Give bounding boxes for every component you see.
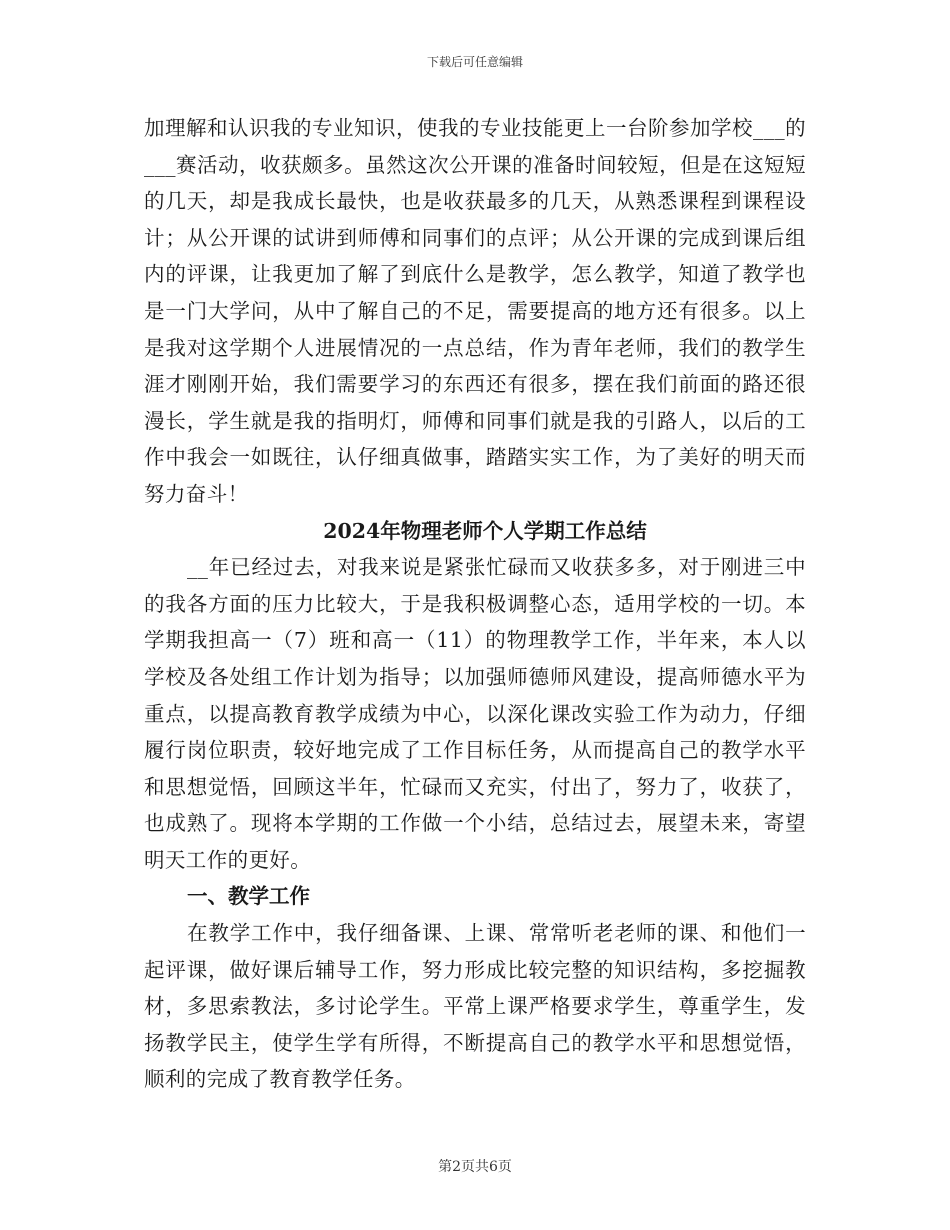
page-header: 下载后可任意编辑	[426, 55, 523, 69]
document-title: 2024年物理老师个人学期工作总结	[323, 518, 647, 543]
section-heading: 一、教学工作	[187, 884, 310, 909]
continued-paragraph: 加理解和认识我的专业知识，使我的专业技能更上一台阶参加学校___的___赛活动，收获颇多。虽然这次公开课的准备时间较短，但是在这短短的几天，却是我成长最快，也是收获最多的几天，从熟悉课程到课程设计；从公开课的试讲到师傅和同事们的点评；从公开课的完成到课后组内的评课，让我更加了解了到底什么是教学，怎么教学，知道了教学也是一门大学问，从中了解自己的不足，需要提高的地方还有很多。以上是我对这学期个人进展情况的一点总结，作为青年老师，我们的教学生涯才刚刚开始，我们需要学习的东西还有很多，摆在我们前面的路还很漫长，学生就是我的指明灯，师傅和同事们就是我的引路人，以后的工作中我会一如既往，认仔细真做事，踏踏实实工作，为了美好的明天而努力奋斗！	[144, 116, 806, 506]
page-number: 第2页共6页	[438, 1159, 512, 1175]
document-body	[144, 110, 806, 1098]
section-paragraph: 在教学工作中，我仔细备课、上课、常常听老老师的课、和他们一起评课，做好课后辅导工作，努力形成比较完整的知识结构，多挖掘教材，多思索教法，多讨论学生。平常上课严格要求学生，尊重学生，发扬教学民主，使学生学有所得，不断提高自己的教学水平和思想觉悟，顺利的完成了教育教学任务。	[144, 921, 806, 1092]
intro-paragraph: __年已经过去，对我来说是紧张忙碌而又收获多多，对于刚进三中的我各方面的压力比较大，于是我积极调整心态，适用学校的一切。本学期我担高一（7）班和高一（11）的物理教学工作，半年来，本人以学校及各处组工作计划为指导；以加强师德师风建设，提高师德水平为重点，以提高教育教学成绩为中心，以深化课改实验工作为动力，仔细履行岗位职责，较好地完成了工作目标任务，从而提高自己的教学水平和思想觉悟，回顾这半年，忙碌而又充实，付出了，努力了，收获了，也成熟了。现将本学期的工作做一个小结，总结过去，展望未来，寄望明天工作的更好。	[144, 555, 806, 872]
